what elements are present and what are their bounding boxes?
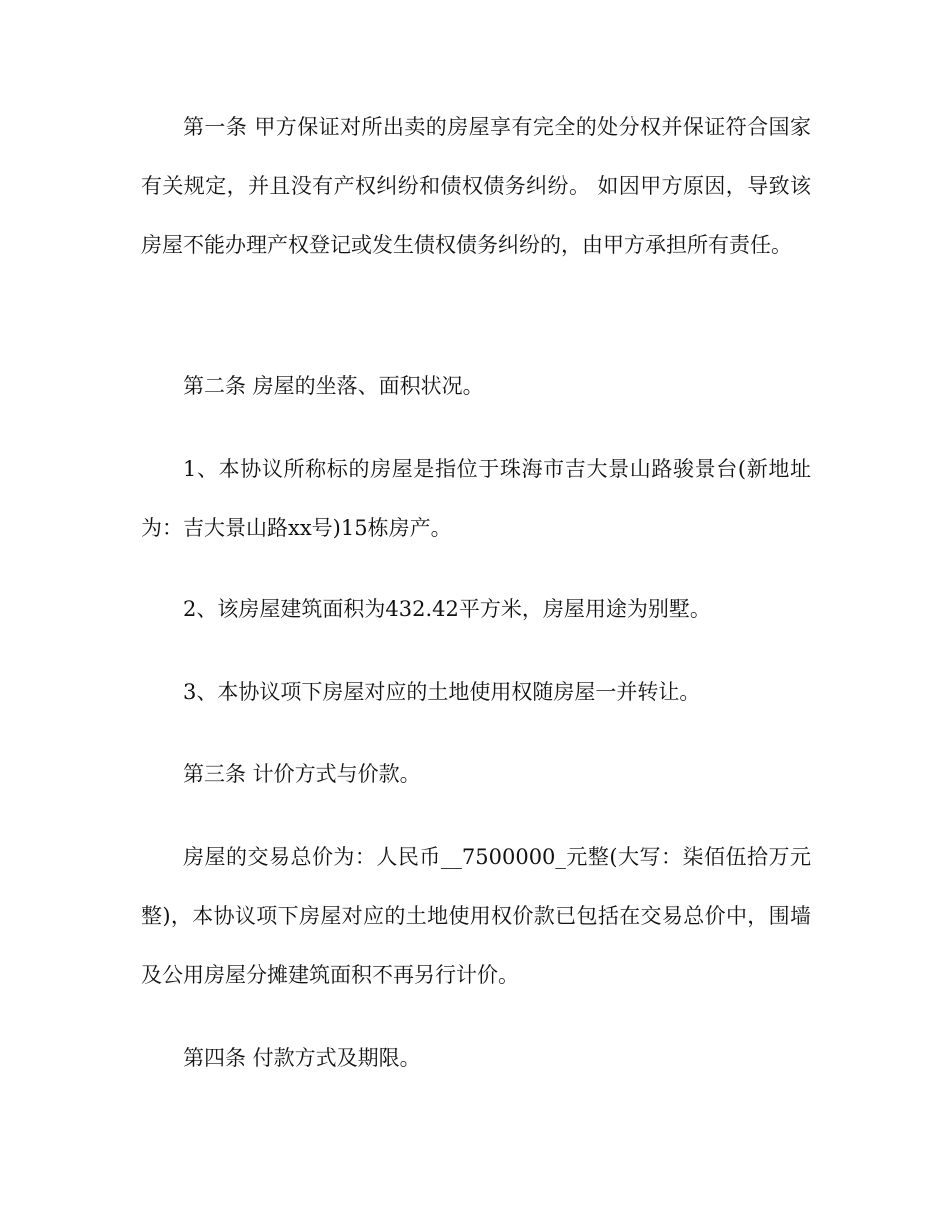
paragraph-item-3: 3、本协议项下房屋对应的土地使用权随房屋一并转让。 bbox=[183, 680, 701, 704]
paragraph-item-1: 1、本协议所称标的房屋是指位于珠海市吉大景山路骏景台(新地址为：吉大景山路xx号)15栋房产。 bbox=[141, 457, 811, 540]
paragraph-price: 房屋的交易总价为：人民币__7500000_元整(大写：柒佰伍拾万元整)，本协议项下房屋对应的土地使用权价款已包括在交易总价中，围墙及公用房屋分摊建筑面积不再另行计价。 bbox=[141, 845, 811, 987]
paragraph-article-3-heading: 第三条 计价方式与价款。 bbox=[183, 762, 421, 786]
paragraph-article-1: 第一条 甲方保证对所出卖的房屋享有完全的处分权并保证符合国家有关规定，并且没有产权纠纷和债权债务纠纷。 如因甲方原因，导致该房屋不能办理产权登记或发生债权债务纠纷的，由甲方承担所有责任。 bbox=[141, 115, 811, 257]
paragraph-item-2: 2、该房屋建筑面积为432.42平方米，房屋用途为别墅。 bbox=[183, 597, 711, 621]
paragraph-article-2-heading: 第二条 房屋的坐落、面积状况。 bbox=[183, 374, 484, 398]
paragraph-article-4-heading: 第四条 付款方式及期限。 bbox=[183, 1046, 421, 1070]
